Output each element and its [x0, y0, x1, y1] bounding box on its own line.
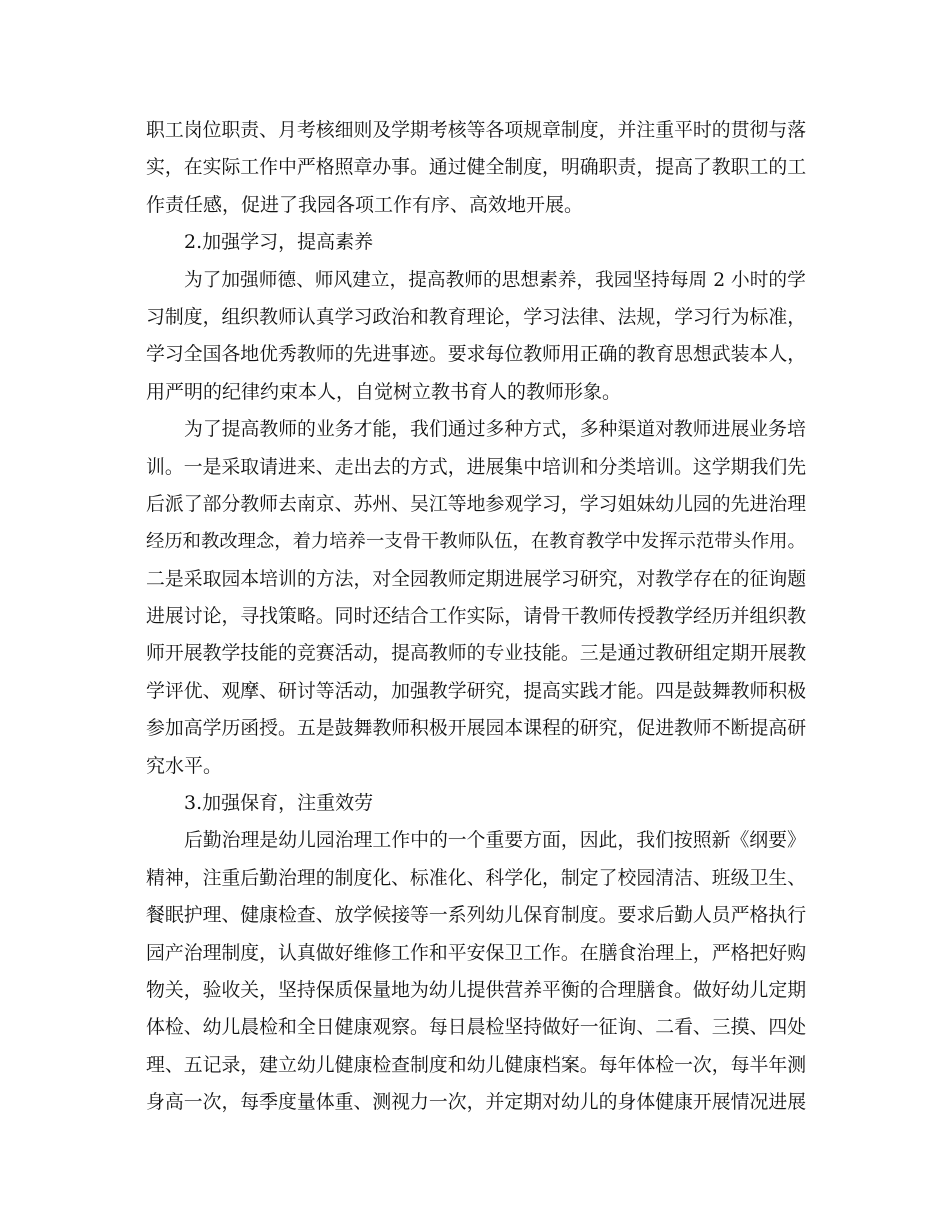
- text-line: 习制度，组织教师认真学习政治和教育理论，学习法律、法规，学习行为标准，: [146, 305, 807, 328]
- text-line: 物关，验收关，坚持保质保量地为幼儿提供营养平衡的合理膳食。做好幼儿定期: [146, 978, 807, 1001]
- text-line: 身高一次，每季度量体重、测视力一次，并定期对幼儿的身体健康开展情况进展: [146, 1091, 807, 1114]
- text-line: 究水平。: [146, 754, 223, 777]
- text-line: 进展讨论，寻找策略。同时还结合工作实际，请骨干教师传授教学经历并组织教: [146, 605, 807, 628]
- text-line: 理、五记录，建立幼儿健康检查制度和幼儿健康档案。每年体检一次，每半年测: [146, 1053, 807, 1076]
- text-line: 师开展教学技能的竞赛活动，提高教师的专业技能。三是通过教研组定期开展教: [146, 642, 807, 665]
- text-line: 3.加强保育，注重效劳: [184, 792, 374, 815]
- text-line: 经历和教改理念，着力培养一支骨干教师队伍，在教育教学中发挥示范带头作用。: [146, 531, 806, 553]
- text-line: 训。一是采取请进来、走出去的方式，进展集中培训和分类培训。这学期我们先: [146, 455, 807, 478]
- text-line: 学评优、观摩、研讨等活动，加强教学研究，提高实践才能。四是鼓舞教师积极: [146, 679, 807, 702]
- text-line: 为了提高教师的业务才能，我们通过多种方式，多种渠道对教师进展业务培: [184, 419, 806, 441]
- text-line: 餐眠护理、健康检查、放学候接等一系列幼儿保育制度。要求后勤人员严格执行: [146, 904, 807, 927]
- text-line: 二是采取园本培训的方法，对全园教师定期进展学习研究，对教学存在的征询题: [146, 567, 807, 590]
- text-line: 为了加强师德、师风建立，提高教师的思想素养，我园坚持每周 2 小时的学: [184, 269, 806, 291]
- text-line: 精神，注重后勤治理的制度化、标准化、科学化，制定了校园清洁、班级卫生、: [146, 866, 807, 889]
- text-line: 后勤治理是幼儿园治理工作中的一个重要方面，因此，我们按照新《纲要》: [184, 830, 806, 852]
- text-line: 用严明的纪律约束本人，自觉树立教书育人的教师形象。: [146, 380, 622, 403]
- text-line: 2.加强学习，提高素养: [184, 231, 374, 254]
- text-line: 体检、幼儿晨检和全日健康观察。每日晨检坚持做好一征询、二看、三摸、四处: [146, 1016, 807, 1039]
- text-line: 参加高学历函授。五是鼓舞教师积极开展园本课程的研究，促进教师不断提高研: [146, 717, 807, 740]
- text-line: 学习全国各地优秀教师的先进事迹。要求每位教师用正确的教育思想武装本人，: [146, 343, 807, 366]
- text-line: 作责任感，促进了我园各项工作有序、高效地开展。: [146, 193, 584, 216]
- text-line: 园产治理制度，认真做好维修工作和平安保卫工作。在膳食治理上，严格把好购: [146, 941, 807, 964]
- text-line: 职工岗位职责、月考核细则及学期考核等各项规章制度，并注重平时的贯彻与落: [146, 119, 807, 141]
- text-line: 后派了部分教师去南京、苏州、吴江等地参观学习，学习姐妹幼儿园的先进治理: [146, 492, 807, 515]
- document-body: [146, 112, 806, 1122]
- text-line: 实，在实际工作中严格照章办事。通过健全制度，明确职责，提高了教职工的工: [146, 156, 807, 179]
